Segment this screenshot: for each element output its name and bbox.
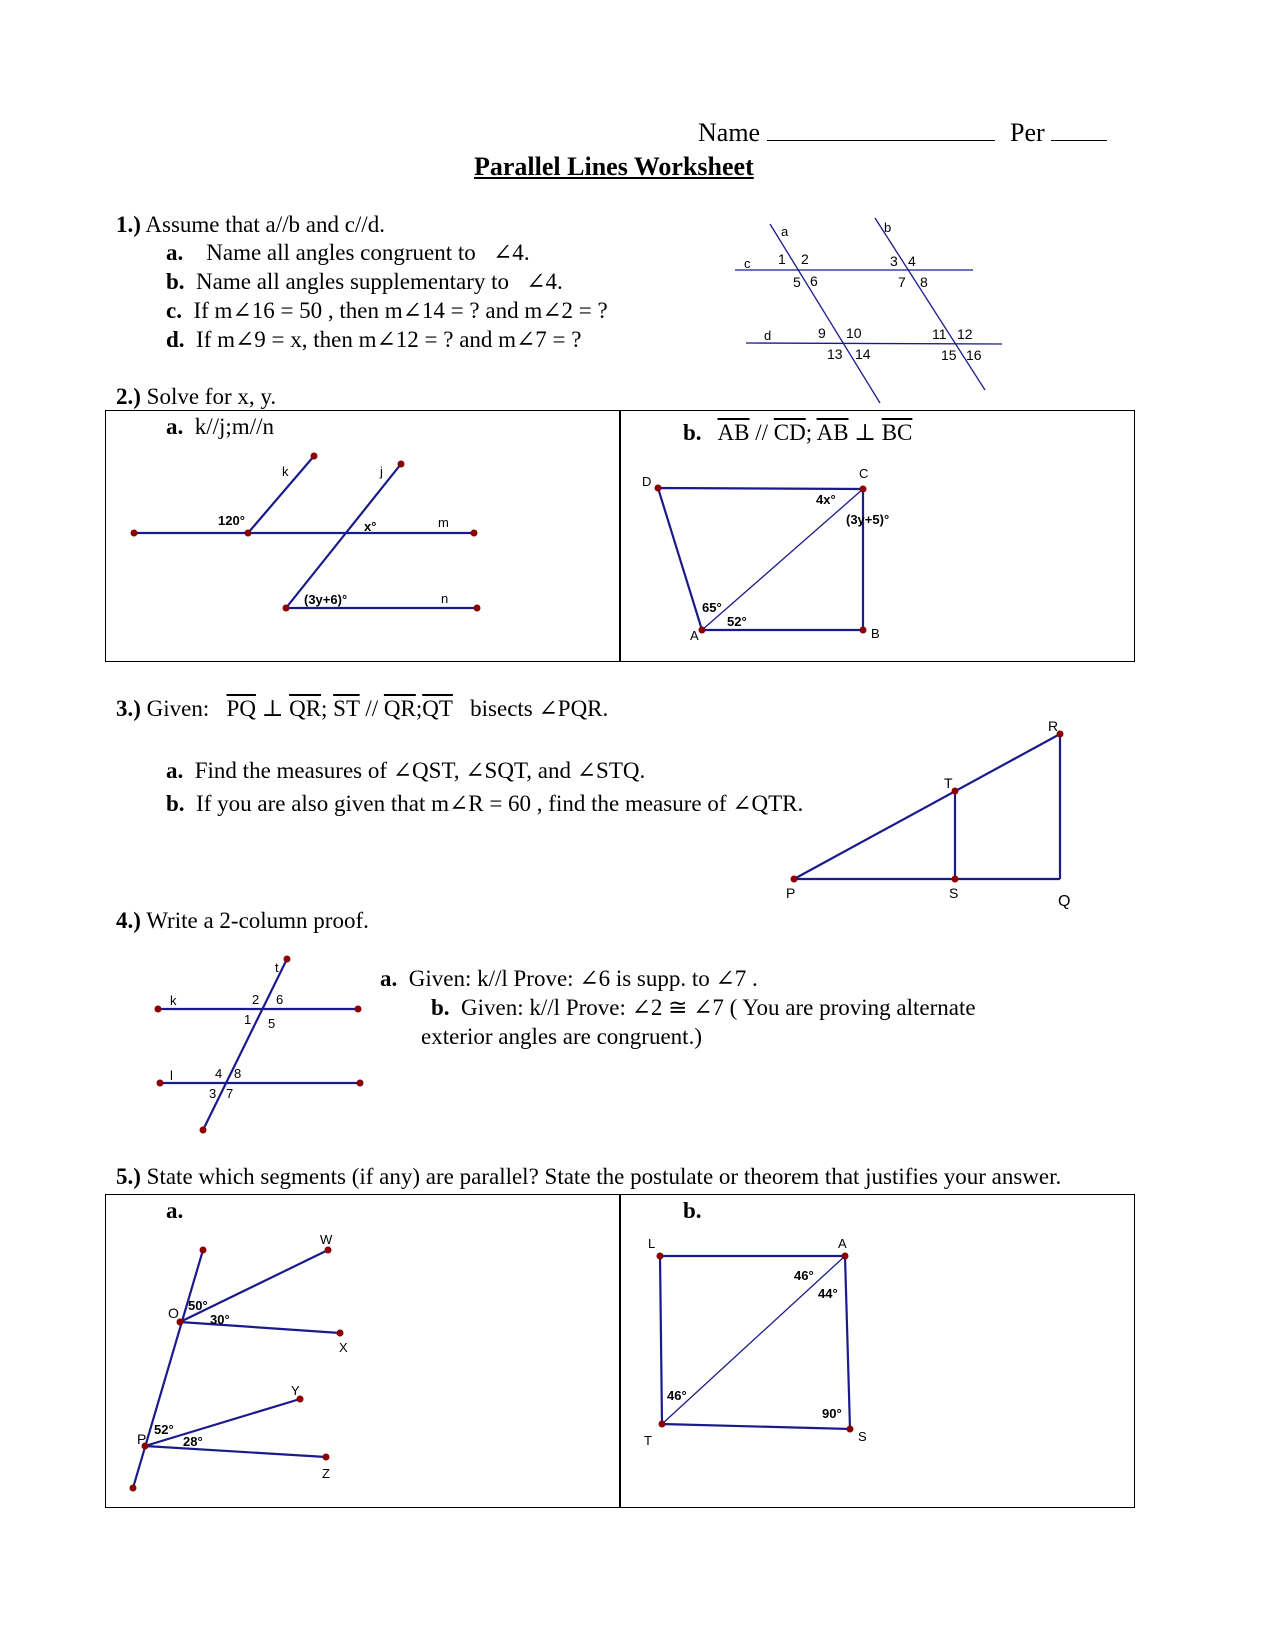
q3-part-a: a. Find the measures of ∠QST, ∠SQT, and ∠STQ. <box>166 758 646 783</box>
angle-30: 30° <box>210 1312 230 1327</box>
angle-7: 7 <box>226 1086 234 1101</box>
label-P: P <box>137 1431 147 1447</box>
page-title: Parallel Lines Worksheet <box>474 152 754 181</box>
line-t <box>203 959 287 1130</box>
q4-figure <box>155 956 364 1134</box>
label-P: P <box>786 885 796 901</box>
name-label: Name <box>698 118 995 148</box>
q2a-figure <box>131 453 481 612</box>
quadrilateral-ABCD <box>658 488 863 630</box>
angle-2: 2 <box>252 992 260 1007</box>
q4-prompt: 4.) Write a 2-column proof. <box>116 908 369 933</box>
label-W: W <box>320 1232 333 1247</box>
angle-4: 4 <box>215 1066 223 1081</box>
q2-part-a: a. k//j;m//n <box>166 414 274 439</box>
angle-6: 6 <box>276 992 284 1007</box>
angle-1: 1 <box>244 1012 252 1027</box>
label-n: n <box>441 591 449 606</box>
point <box>471 530 478 537</box>
q1-part-c: c. If m∠16 = 50 , then m∠14 = ? and m∠2 = ? <box>166 298 608 323</box>
diagonal-TA <box>662 1256 845 1424</box>
point <box>131 530 138 537</box>
line-b <box>875 218 985 390</box>
label-j: j <box>380 464 383 479</box>
q1-part-a: a. Name all angles congruent to ∠4. <box>166 240 530 265</box>
label-L: L <box>648 1236 656 1251</box>
angle-52: 52° <box>727 614 747 629</box>
q1-prompt: 1.) Assume that a//b and c//d. <box>116 212 385 237</box>
angle-3y6: (3y+6)° <box>304 592 348 607</box>
q1-part-d: d. If m∠9 = x, then m∠12 = ? and m∠7 = ? <box>166 327 582 352</box>
q5-part-b-label: b. <box>683 1198 702 1223</box>
angle-8: 8 <box>234 1066 242 1081</box>
label-Y: Y <box>291 1383 300 1398</box>
quadrilateral-LAST <box>660 1256 850 1429</box>
label-c: c <box>744 256 751 271</box>
angle-15: 15 <box>941 347 957 363</box>
line-d <box>746 343 1002 344</box>
label-Z: Z <box>322 1466 330 1481</box>
label-m: m <box>438 515 449 530</box>
label-T: T <box>944 775 953 791</box>
q4-part-b: b. Given: k//l Prove: ∠2 ≅ ∠7 ( You are proving alternate <box>431 995 976 1020</box>
angle-8: 8 <box>920 274 928 290</box>
angle-3: 3 <box>209 1086 217 1101</box>
q4-part-a: a. Given: k//l Prove: ∠6 is supp. to ∠7 . <box>380 966 758 991</box>
transversal-line <box>133 1250 203 1488</box>
angle-46-top: 46° <box>794 1268 814 1283</box>
label-T: T <box>644 1433 652 1448</box>
angle-13: 13 <box>827 346 843 362</box>
angle-1: 1 <box>778 251 786 267</box>
q2-part-b: b. $\overline{AB} // \overline{CD}$; $\overline{AB}$ ⊥ $\overline{BC}$ <box>683 420 913 445</box>
diagonal-AC <box>702 489 863 630</box>
angle-11: 11 <box>932 326 947 342</box>
label-C: C <box>859 466 869 481</box>
label-Q: Q <box>1058 893 1071 910</box>
angle-16: 16 <box>966 347 982 363</box>
angle-6: 6 <box>810 273 818 289</box>
label-k: k <box>170 993 177 1008</box>
label-D: D <box>642 474 652 489</box>
angle-10: 10 <box>846 325 862 341</box>
angle-120: 120° <box>218 513 245 528</box>
segment-PR <box>794 734 1060 879</box>
label-A: A <box>838 1236 847 1251</box>
q2-prompt: 2.) Solve for x, y. <box>116 384 277 409</box>
label-t: t <box>275 960 279 975</box>
q5-part-a-label: a. <box>166 1198 184 1223</box>
angle-7: 7 <box>898 274 906 290</box>
angle-3: 3 <box>890 253 898 269</box>
q1-figure <box>735 218 1002 403</box>
point <box>283 605 290 612</box>
label-O: O <box>168 1305 179 1321</box>
q3-figure <box>786 718 1070 910</box>
line-a <box>770 224 880 403</box>
q4-part-b-cont: exterior angles are congruent.) <box>421 1024 702 1049</box>
angle-3y5: (3y+5)° <box>846 512 890 527</box>
line-k <box>248 456 314 533</box>
point <box>245 530 252 537</box>
angle-46-bottom: 46° <box>667 1388 687 1403</box>
label-a: a <box>781 224 789 239</box>
angle-50: 50° <box>188 1298 208 1313</box>
q5b-figure <box>644 1236 867 1448</box>
label-S: S <box>949 885 959 901</box>
angle-2: 2 <box>801 251 809 267</box>
angle-52: 52° <box>154 1422 174 1437</box>
per-label: Per <box>1010 118 1107 148</box>
label-B: B <box>871 626 880 641</box>
point <box>311 453 318 460</box>
label-l: l <box>170 1068 173 1083</box>
angle-12: 12 <box>957 326 973 342</box>
label-S: S <box>858 1429 867 1444</box>
q5a-figure <box>130 1232 349 1492</box>
angle-4x: 4x° <box>816 492 836 507</box>
point <box>398 461 405 468</box>
label-d: d <box>764 328 772 343</box>
segment-OX <box>180 1322 340 1333</box>
q3-part-b: b. If you are also given that m∠R = 60 , find the measure of ∠QTR. <box>166 791 804 816</box>
q5-prompt: 5.) State which segments (if any) are parallel? State the postulate or theorem that justifies your answer. <box>116 1164 1062 1189</box>
angle-44: 44° <box>818 1286 838 1301</box>
label-b: b <box>884 220 892 235</box>
angle-5: 5 <box>268 1016 276 1031</box>
label-k: k <box>282 464 289 479</box>
label-R: R <box>1048 718 1059 734</box>
segment-PZ <box>145 1446 326 1457</box>
angle-5: 5 <box>793 274 801 290</box>
label-X: X <box>339 1340 348 1355</box>
q3-prompt: 3.) Given: $\overline{PQ}$ ⊥ $\overline{QR}$; $\overline{ST}$ // $\overline{QR};\overline{QT}$ bisects ∠PQR. <box>116 696 609 721</box>
q2b-figure <box>642 466 889 643</box>
angle-4: 4 <box>908 253 916 269</box>
angle-90: 90° <box>822 1406 842 1421</box>
point <box>474 605 481 612</box>
angle-14: 14 <box>855 346 871 362</box>
angle-65: 65° <box>702 600 722 615</box>
angle-28: 28° <box>183 1434 203 1449</box>
label-A: A <box>690 628 699 643</box>
angle-9: 9 <box>818 325 826 341</box>
line-j <box>286 464 401 608</box>
angle-x: x° <box>364 519 377 534</box>
q1-part-b: b. Name all angles supplementary to ∠4. <box>166 269 563 294</box>
